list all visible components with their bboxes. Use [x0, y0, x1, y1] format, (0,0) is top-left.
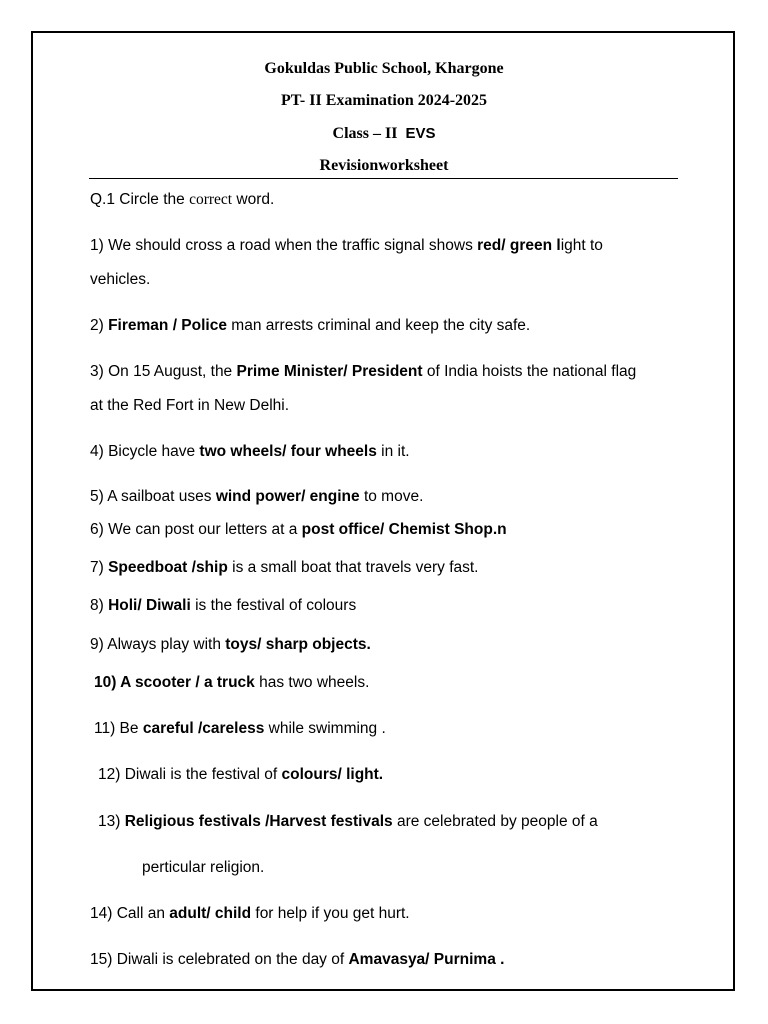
instruction-emph: correct — [189, 191, 233, 208]
school-name: Gokuldas Public School, Khargone — [264, 60, 504, 77]
question-3-continued: at the Red Fort in New Delhi. — [90, 397, 290, 414]
header-rule — [89, 178, 678, 179]
options: post office/ Chemist Shop.n — [301, 521, 507, 538]
question-13-continued: perticular religion. — [142, 859, 265, 876]
question-6: 6) We can post our letters at a post office/ Chemist Shop.n — [90, 521, 507, 538]
options: 10) A scooter / a truck — [94, 674, 255, 691]
question-10: 10) A scooter / a truck has two wheels. — [94, 674, 370, 691]
question-7: 7) Speedboat /ship is a small boat that travels very fast. — [90, 559, 479, 576]
options: adult/ child — [169, 905, 252, 922]
instruction: Q.1 Circle the correct word. — [90, 191, 275, 208]
options: careful /careless — [142, 720, 265, 737]
exam-title: PT- II Examination 2024-2025 — [280, 92, 488, 109]
question-15: 15) Diwali is celebrated on the day of Amavasya/ Purnima . — [90, 951, 505, 968]
question-8: 8) Holi/ Diwali is the festival of colours — [90, 597, 357, 614]
question-9: 9) Always play with toys/ sharp objects. — [90, 636, 371, 653]
options: colours/ light. — [281, 766, 384, 783]
subject-label: EVS — [405, 125, 436, 142]
question-3: 3) On 15 August, the Prime Minister/ President of India hoists the national flag — [90, 363, 637, 380]
options: two wheels/ four wheels — [199, 443, 377, 460]
question-13: 13) Religious festivals /Harvest festivals are celebrated by people of a — [98, 813, 598, 830]
question-4: 4) Bicycle have two wheels/ four wheels in it. — [90, 443, 410, 460]
options: Religious festivals /Harvest festivals — [124, 813, 393, 830]
question-11: 11) Be careful /careless while swimming . — [94, 720, 386, 737]
question-5: 5) A sailboat uses wind power/ engine to move. — [90, 488, 424, 505]
worksheet-title: Revisionworksheet — [319, 157, 449, 174]
options: Prime Minister/ President — [236, 363, 423, 380]
question-2: 2) Fireman / Police man arrests criminal and keep the city safe. — [90, 317, 531, 334]
options: toys/ sharp objects. — [225, 636, 371, 653]
class-line — [0, 124, 768, 144]
question-14: 14) Call an adult/ child for help if you get hurt. — [90, 905, 410, 922]
question-1: 1) We should cross a road when the traffic signal shows red/ green light to — [90, 237, 603, 254]
options: Fireman / Police — [108, 317, 227, 334]
options: Speedboat /ship — [108, 559, 228, 576]
options: red/ green l — [477, 237, 561, 254]
class-label: Class – II — [332, 125, 398, 142]
question-12: 12) Diwali is the festival of colours/ light. — [98, 766, 384, 783]
options: Holi/ Diwali — [108, 597, 191, 614]
options: Amavasya/ Purnima . — [348, 951, 505, 968]
options: wind power/ engine — [215, 488, 360, 505]
question-1-continued: vehicles. — [90, 271, 151, 288]
